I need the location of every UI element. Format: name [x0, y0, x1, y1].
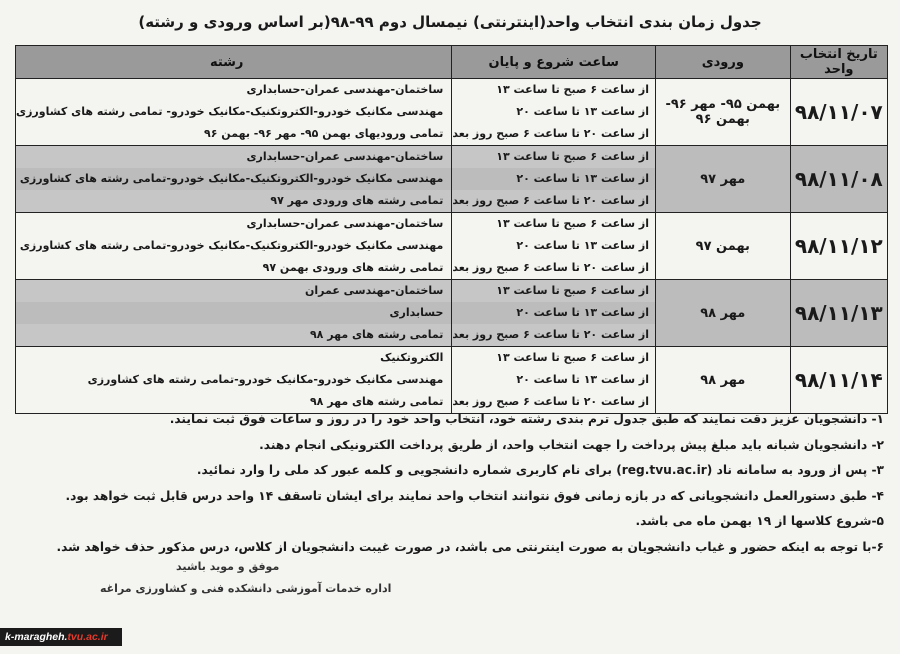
- row-fields: [16, 146, 452, 213]
- field-item: تمامی رشته های مهر ۹۸: [309, 395, 444, 408]
- schedule-table: [15, 45, 888, 414]
- field-item: ساختمان-مهندسی عمران-حسابداری: [246, 83, 444, 96]
- field-item: تمامی ورودیهای بهمن ۹۵- مهر ۹۶- بهمن ۹۶: [204, 127, 444, 140]
- row-date: ۹۸/۱۱/۰۸: [790, 146, 887, 213]
- time-slot: از ساعت ۱۳ تا ساعت ۲۰: [516, 373, 649, 386]
- signature-greeting: موفق و موید باشید: [176, 560, 280, 573]
- row-times: [452, 213, 656, 280]
- field-item: مهندسی مکانیک خودرو-مکانیک خودرو-تمامی رشته های کشاورزی: [87, 373, 444, 386]
- table-header-row: [16, 46, 888, 79]
- field-item: ساختمان-مهندسی عمران-حسابداری: [246, 217, 444, 230]
- site-watermark[interactable]: [0, 628, 122, 646]
- note-item: ۶-با توجه به اینکه حضور و غیاب دانشجویان به صورت اینترنتی می باشد، در صورت غیبت دانشجویان از کلاس، درس مذکور حذف خواهد شد.: [56, 539, 884, 554]
- field-item: تمامی رشته های مهر ۹۸: [16, 324, 451, 346]
- header-date: تاریخ انتخاب واحد: [790, 46, 887, 79]
- header-field: رشته: [16, 46, 452, 79]
- time-slot: از ساعت ۱۳ تا ساعت ۲۰: [516, 172, 649, 185]
- time-slot: از ساعت ۲۰ تا ساعت ۶ صبح روز بعد: [452, 261, 649, 274]
- row-date: ۹۸/۱۱/۱۴: [790, 347, 887, 414]
- note-item: ۴- طبق دستورالعمل دانشجویانی که در بازه زمانی فوق نتوانند انتخاب واحد نمایند برای ایشان تاسقف ۱۴ واحد درس قابل ثبت خواهد بود.: [65, 488, 884, 503]
- table-row: [16, 146, 888, 213]
- row-times: [452, 280, 656, 347]
- field-item: مهندسی مکانیک خودرو-الکتروتکنیک-مکانیک خودرو-تمامی رشته های کشاورزی: [19, 239, 444, 252]
- row-fields: [16, 280, 452, 347]
- row-fields: [16, 347, 452, 414]
- time-slot: از ساعت ۲۰ تا ساعت ۶ صبح روز بعد: [452, 190, 655, 212]
- row-entry: مهر ۹۷: [656, 146, 791, 213]
- row-entry: مهر ۹۸: [656, 280, 791, 347]
- notes-list: [15, 407, 888, 560]
- time-slot: از ساعت ۶ صبح تا ساعت ۱۳: [496, 217, 649, 230]
- row-times: [452, 347, 656, 414]
- watermark-domain: k-maragheh.: [5, 631, 68, 643]
- field-item: تمامی رشته های ورودی بهمن ۹۷: [262, 261, 444, 274]
- row-date: ۹۸/۱۱/۰۷: [790, 79, 887, 146]
- field-item: مهندسی مکانیک خودرو-الکتروتکنیک-مکانیک خودرو-تمامی رشته های کشاورزی: [19, 172, 444, 185]
- row-entry: بهمن ۹۵- مهر ۹۶- بهمن ۹۶: [656, 79, 791, 146]
- field-item: مهندسی مکانیک خودرو-الکتروتکنیک-مکانیک خودرو- تمامی رشته های کشاورزی: [16, 105, 444, 118]
- table-row: [16, 79, 888, 146]
- time-slot: از ساعت ۶ صبح تا ساعت ۱۳: [452, 280, 655, 302]
- note-item: ۱- دانشجویان عزیز دقت نمایند که طبق جدول ترم بندی رشته خود، انتخاب واحد خود را در روز و ساعات فوق ثبت نمایند.: [169, 412, 884, 426]
- time-slot: از ساعت ۱۳ تا ساعت ۲۰: [516, 105, 649, 118]
- time-slot: از ساعت ۶ صبح تا ساعت ۱۳: [496, 83, 649, 96]
- time-slot: از ساعت ۱۳ تا ساعت ۲۰: [516, 239, 649, 252]
- row-times: [452, 146, 656, 213]
- table-row: [16, 213, 888, 280]
- field-item: تمامی رشته های ورودی مهر ۹۷: [16, 190, 451, 212]
- row-fields: [16, 213, 452, 280]
- note-item: ۳- پس از ورود به سامانه ناد (reg.tvu.ac.ir) برای نام کاربری شماره دانشجویی و کلمه عبور کد ملی را وارد نمائید.: [196, 463, 884, 477]
- row-entry: مهر ۹۸: [656, 347, 791, 414]
- signature-office: اداره خدمات آموزشی دانشکده فنی و کشاورزی مراغه: [100, 582, 392, 595]
- row-entry: بهمن ۹۷: [656, 213, 791, 280]
- note-item: ۵-شروع کلاسها از ۱۹ بهمن ماه می باشد.: [635, 514, 884, 528]
- time-slot: از ساعت ۶ صبح تا ساعت ۱۳: [496, 351, 649, 364]
- header-time: ساعت شروع و پایان: [452, 46, 656, 79]
- row-date: ۹۸/۱۱/۱۲: [790, 213, 887, 280]
- time-slot: از ساعت ۲۰ تا ساعت ۶ صبح روز بعد: [452, 127, 649, 140]
- time-slot: از ساعت ۶ صبح تا ساعت ۱۳: [452, 146, 655, 168]
- time-slot: از ساعت ۲۰ تا ساعت ۶ صبح روز بعد: [452, 395, 649, 408]
- table-row: [16, 347, 888, 414]
- time-slot: از ساعت ۱۳ تا ساعت ۲۰: [516, 306, 649, 319]
- header-entry: ورودی: [656, 46, 791, 79]
- row-date: ۹۸/۱۱/۱۳: [790, 280, 887, 347]
- field-item: ساختمان-مهندسی عمران-حسابداری: [16, 146, 451, 168]
- row-fields: [16, 79, 452, 146]
- field-item: ساختمان-مهندسی عمران: [16, 280, 451, 302]
- table-row: [16, 280, 888, 347]
- field-item: الکتروتکنیک: [380, 351, 444, 364]
- watermark-tld: tvu.ac.ir: [67, 631, 108, 643]
- note-item: ۲- دانشجویان شبانه باید مبلغ پیش پرداخت را جهت انتخاب واحد، از طریق پرداخت الکترونیکی انجام دهند.: [259, 437, 884, 452]
- row-times: [452, 79, 656, 146]
- time-slot: از ساعت ۲۰ تا ساعت ۶ صبح روز بعد: [452, 324, 655, 346]
- page-title: جدول زمان بندی انتخاب واحد(اینترنتی) نیمسال دوم ۹۹-۹۸(بر اساس ورودی و رشته): [138, 13, 762, 31]
- field-item: حسابداری: [389, 306, 444, 319]
